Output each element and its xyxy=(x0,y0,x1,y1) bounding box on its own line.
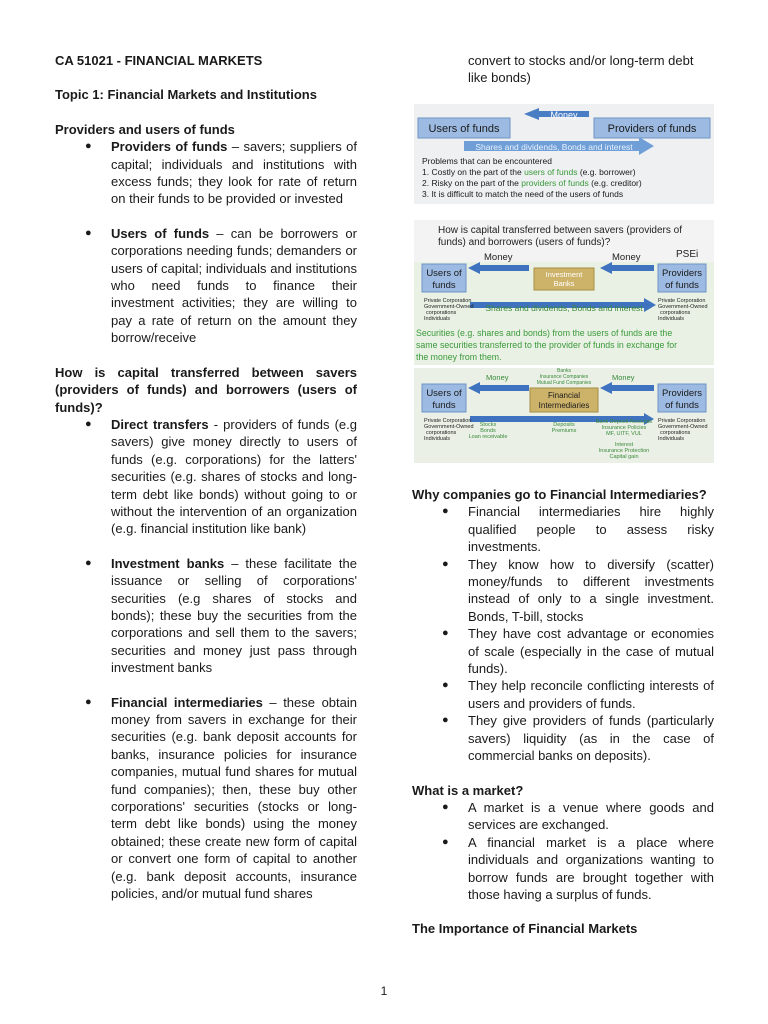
right-entity-3: corporations xyxy=(660,430,691,436)
why-fi-heading-text: Why companies go to Financial Intermediaries? xyxy=(412,487,707,502)
problems-title: Problems that can be encountered xyxy=(422,156,552,166)
why-fi-list xyxy=(412,503,714,764)
right-entity-3: corporations xyxy=(660,310,691,316)
money-arrow-right-icon xyxy=(600,262,654,274)
list-item xyxy=(55,555,357,677)
section-heading-providers-users: Providers and users of funds xyxy=(55,121,235,137)
list-item xyxy=(412,503,714,555)
psei-label: PSEi xyxy=(676,249,699,260)
bullet-icon: ● xyxy=(442,505,449,518)
section-heading-capital-transfer: How is capital transferred between savers (providers of funds) and borrowers (users of funds)? xyxy=(55,364,357,415)
top-label-2: Insurance Companies xyxy=(539,374,589,380)
right-column-lower xyxy=(412,486,714,938)
section-heading-why-fi xyxy=(412,486,714,503)
top-label-3: Mutual Fund Companies xyxy=(536,380,592,386)
figure-financial-intermediaries xyxy=(414,368,714,463)
users-label-2: funds xyxy=(432,400,456,411)
list-item xyxy=(55,225,357,347)
right-entity-2: Government-Owned xyxy=(658,424,708,430)
money-arrow-left-icon xyxy=(468,382,529,394)
list-item xyxy=(55,138,357,208)
bullet-icon: ● xyxy=(85,140,92,153)
deposits-label: Deposits xyxy=(553,422,575,428)
list-item xyxy=(412,834,714,904)
definition: – these obtain money from savers in exchange for their securities (e.g. bank deposit accounts for banks, insurance policies for insurance companies, mutual fund shares for mutual fund companies); then, these buy other corporations' securities (stocks or long-term debt like bonds) using the money obtained; these create new form of capital or convert one form of capital to another (e.g. bank deposit accounts, insurance policies, and/or mutual fund shares xyxy=(111,694,357,902)
list-item-text: A financial market is a place where individuals and organizations wanting to borrow funds are brought together with those having a surplus of funds. xyxy=(468,834,714,902)
left-entity-2: Government-Owned xyxy=(424,304,474,310)
capital-gain-label: Capital gain xyxy=(609,454,639,460)
bullet-icon: ● xyxy=(442,557,449,570)
bank-deposit-label: Bank Deposit Accounts xyxy=(595,419,653,425)
providers-label-2: of funds xyxy=(665,280,699,291)
list-item xyxy=(412,799,714,834)
financial-intermediaries-diagram xyxy=(414,368,714,463)
right-entity-4: Individuals xyxy=(658,436,684,442)
fi-label-2: Intermediaries xyxy=(538,401,590,410)
users-label-1: Users of xyxy=(426,268,462,279)
figure-direct-transfer xyxy=(414,104,714,204)
topic-title: Topic 1: Financial Markets and Institutions xyxy=(55,87,317,103)
right-entity-2: Government-Owned xyxy=(658,304,708,310)
list-item xyxy=(412,712,714,764)
insurance-policies-label: Insurance Policies xyxy=(601,425,647,431)
shares-label: Shares and dividends, Bonds and interest xyxy=(485,303,643,313)
list-item xyxy=(55,694,357,903)
capital-transfer-list xyxy=(55,416,357,903)
definition: – these facilitate the issuance or selling of corporations' securities (e.g shares of stocks and bonds); these buy the securities from the corporations and sell them to the savers; securities and money just pass through investment banks xyxy=(111,555,357,676)
providers-label: Providers of funds xyxy=(607,123,697,135)
left-entity-4: Individuals xyxy=(424,316,450,322)
stocks-label: Stocks xyxy=(479,422,497,428)
list-item-text: They give providers of funds (particularly savers) liquidity (as in the case of commercial banks on deposits). xyxy=(468,713,714,764)
providers-users-list xyxy=(55,138,357,346)
term: Direct transfers xyxy=(111,416,209,432)
loan-label: Loan receivable xyxy=(468,434,508,440)
list-item xyxy=(412,625,714,677)
money-right-label: Money xyxy=(612,373,635,382)
note-line-2: same securities transferred to the provider of funds in exchange for xyxy=(416,340,678,350)
direct-transfer-diagram xyxy=(414,104,714,204)
investment-banks-diagram xyxy=(414,220,714,365)
right-entity-4: Individuals xyxy=(658,316,684,322)
problem-2-a: 2. Risky on the part of the xyxy=(422,178,522,188)
mf-label: MF, UITF, VUL xyxy=(606,431,642,437)
bullet-icon: ● xyxy=(442,714,449,727)
list-item-text: They know how to diversify (scatter) money/funds to different investments instead of only to a single investment. Bonds, T-bill, stocks xyxy=(468,556,714,624)
continuation-text: convert to stocks and/or long-term debt like bonds) xyxy=(468,53,694,86)
shares-label: Shares and dividends, Bonds and interest xyxy=(475,142,633,152)
money-arrow-left-icon xyxy=(468,262,529,274)
term: Users of funds xyxy=(111,225,210,241)
spacer xyxy=(412,765,714,782)
providers-label-1: Providers xyxy=(661,268,703,279)
bullet-icon: ● xyxy=(442,627,449,640)
users-label: Users of funds xyxy=(428,123,500,135)
money-arrow-right-icon xyxy=(600,382,654,394)
fi-label-1: Financial xyxy=(547,391,581,400)
definition: – can be borrowers or corporations needing funds; demanders or users of capital; individuals and institutions who need funds to finance their investment activities; they are willing to pay a rate of return on the amount they borrow/receive xyxy=(111,225,357,346)
spacer xyxy=(55,347,357,364)
providers-label-2: of funds xyxy=(665,400,699,411)
list-item-text: They have cost advantage or economies of scale (especially in the case of mutual funds). xyxy=(468,626,714,677)
left-entity-1: Private Corporation xyxy=(424,418,472,424)
spacer xyxy=(412,903,714,920)
bullet-icon: ● xyxy=(85,556,92,569)
problem-2-b: providers of funds xyxy=(521,178,589,188)
section-heading-market: What is a market? xyxy=(412,782,524,798)
problem-1-b: users of funds xyxy=(524,167,578,177)
left-entity-3: corporations xyxy=(426,430,457,436)
bonds-label: Bonds xyxy=(480,428,496,434)
bank-label-2: Banks xyxy=(553,279,575,288)
problem-1-a: 1. Costly on the part of the xyxy=(422,167,525,177)
figure-investment-banks xyxy=(414,220,714,365)
bullet-icon: ● xyxy=(442,800,449,813)
right-entity-1: Private Corporation xyxy=(658,418,706,424)
money-label: Money xyxy=(550,110,578,120)
premiums-label: Premiums xyxy=(551,428,577,434)
left-entity-1: Private Corporation xyxy=(424,298,472,304)
section-heading-importance: The Importance of Financial Markets xyxy=(412,921,638,937)
right-column-top xyxy=(412,52,714,87)
bank-label-1: Investment xyxy=(545,270,583,279)
money-left-label: Money xyxy=(484,252,513,263)
insurance-protection-label: Insurance Protection xyxy=(598,448,650,454)
list-item xyxy=(55,416,357,538)
bullet-icon: ● xyxy=(85,226,92,239)
top-label-1: Banks xyxy=(557,368,571,374)
term: Providers of funds xyxy=(111,139,228,155)
list-item-text: They help reconcile conflicting interests of users and providers of funds. xyxy=(468,678,714,711)
left-entity-4: Individuals xyxy=(424,436,450,442)
users-label-2: funds xyxy=(432,280,456,291)
left-entity-2: Government-Owned xyxy=(424,424,474,430)
money-right-label: Money xyxy=(612,252,641,263)
question-line-1: How is capital transferred between savers (providers of xyxy=(438,225,682,236)
term: Financial intermediaries xyxy=(111,694,263,710)
problem-1-c: (e.g. borrower) xyxy=(577,167,636,177)
term: Investment banks xyxy=(111,555,225,571)
bullet-icon: ● xyxy=(85,695,92,708)
bullet-icon: ● xyxy=(442,835,449,848)
page-number: 1 xyxy=(380,984,388,998)
problem-3: 3. It is difficult to match the need of the users of funds xyxy=(422,189,624,199)
market-list xyxy=(412,799,714,903)
right-entity-1: Private Corporation xyxy=(658,298,706,304)
spacer xyxy=(55,538,357,555)
left-column xyxy=(55,52,357,902)
interest-label: Interest xyxy=(614,442,634,448)
definition: – savers; suppliers of capital; individuals and institutions with excess funds; they look for rate of return on their funds to be provided or invested xyxy=(111,139,357,207)
course-title: CA 51021 - FINANCIAL MARKETS xyxy=(55,53,263,68)
bullet-icon: ● xyxy=(85,417,92,430)
spacer xyxy=(55,208,357,225)
definition: - providers of funds (e.g savers) give money directly to users of funds (e.g. corporations) for the latters' securities (e.g. shares of stocks and long-term debt like bonds) without going to or without the intervention of an organization (e.g. financial institution like bank) xyxy=(111,416,357,537)
users-label-1: Users of xyxy=(426,388,462,399)
money-left-label: Money xyxy=(486,373,509,382)
left-entity-3: corporations xyxy=(426,310,457,316)
bullet-icon: ● xyxy=(442,679,449,692)
note-line-1: Securities (e.g. shares and bonds) from the users of funds are the xyxy=(416,328,673,338)
problem-1 xyxy=(422,167,636,177)
list-item-text: Financial intermediaries hire highly qualified people to assess risky investments. xyxy=(468,504,714,555)
spacer xyxy=(55,677,357,694)
question-line-2: funds) and borrowers (users of funds)? xyxy=(438,237,611,248)
list-item-text: A market is a venue where goods and services are exchanged. xyxy=(468,799,714,833)
providers-label-1: Providers xyxy=(661,388,703,399)
problem-2-c: (e.g. creditor) xyxy=(588,178,642,188)
problem-2 xyxy=(422,178,642,188)
note-line-3: the money from them. xyxy=(416,352,502,362)
list-item xyxy=(412,677,714,712)
list-item xyxy=(412,556,714,626)
